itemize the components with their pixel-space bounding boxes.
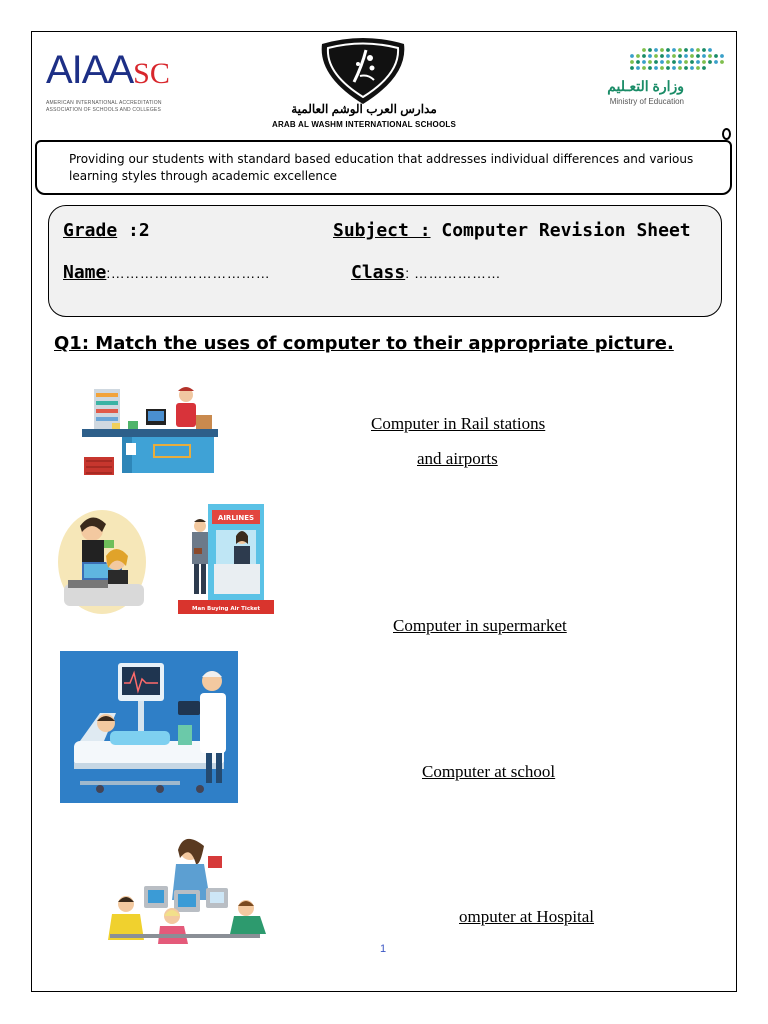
grade-field: [63, 220, 150, 241]
school-kids-computer-icon[interactable]: [54, 506, 150, 616]
use-label-airports[interactable]: and airports: [417, 449, 498, 468]
accreditor-subtext-2: ASSOCIATION OF SCHOOLS AND COLLEGES: [46, 107, 161, 113]
name-field[interactable]: [63, 262, 270, 283]
class-label: Class: [351, 262, 406, 283]
use-label-hospital[interactable]: omputer at Hospital: [459, 907, 595, 926]
use-label-school[interactable]: Computer at school: [422, 762, 556, 781]
subject-field: [333, 220, 691, 241]
grade-label: Grade: [63, 220, 118, 241]
mission-line-2: learning styles through academic excellence: [69, 169, 337, 183]
airline-caption-text: Man Buying Air Ticket: [192, 606, 260, 612]
student-info-box: [48, 205, 722, 317]
mission-line-1: Providing our students with standard based education that addresses individual differences and various: [69, 152, 694, 166]
school-name-en: ARAB AL WASHM INTERNATIONAL SCHOOLS: [271, 120, 457, 129]
class-field[interactable]: [351, 262, 501, 283]
airline-sign-text: AIRLINES: [217, 514, 255, 522]
subject-value: Computer Revision Sheet: [430, 220, 691, 241]
class-blank[interactable]: : ………………: [405, 265, 501, 281]
accreditor-logo-suffix: SC: [133, 57, 170, 90]
name-label: Name: [63, 262, 107, 283]
banner-scroll-curl: [722, 128, 731, 140]
use-label-supermarket[interactable]: Computer in supermarket: [393, 616, 567, 635]
ministry-name-en: Ministry of Education: [609, 97, 684, 106]
accreditor-logo-text: AIAA: [46, 48, 134, 92]
question-title: Q1: Match the uses of computer to their appropriate picture.: [54, 333, 674, 354]
classroom-computers-icon[interactable]: [100, 836, 268, 946]
hospital-monitor-icon[interactable]: [60, 651, 238, 803]
school-crest-icon: [316, 36, 410, 106]
school-name-ar: مدارس العرب الوشم العالمية: [291, 102, 437, 116]
ministry-name-ar: وزارة التعـليم: [607, 78, 684, 94]
page-number: 1: [380, 943, 387, 955]
use-label-rail-stations[interactable]: Computer in Rail stations: [371, 414, 546, 433]
accreditor-logo: [46, 50, 186, 120]
mission-banner: [35, 140, 732, 195]
airline-ticket-counter-icon[interactable]: [178, 504, 274, 616]
accreditor-subtext-1: AMERICAN INTERNATIONAL ACCREDITATION: [46, 100, 162, 106]
ministry-logo-icon: [628, 46, 726, 72]
supermarket-cashier-icon[interactable]: [82, 385, 218, 477]
subject-label: Subject :: [333, 220, 431, 241]
grade-value: :2: [117, 220, 150, 241]
name-blank[interactable]: :……………………………: [106, 265, 271, 281]
